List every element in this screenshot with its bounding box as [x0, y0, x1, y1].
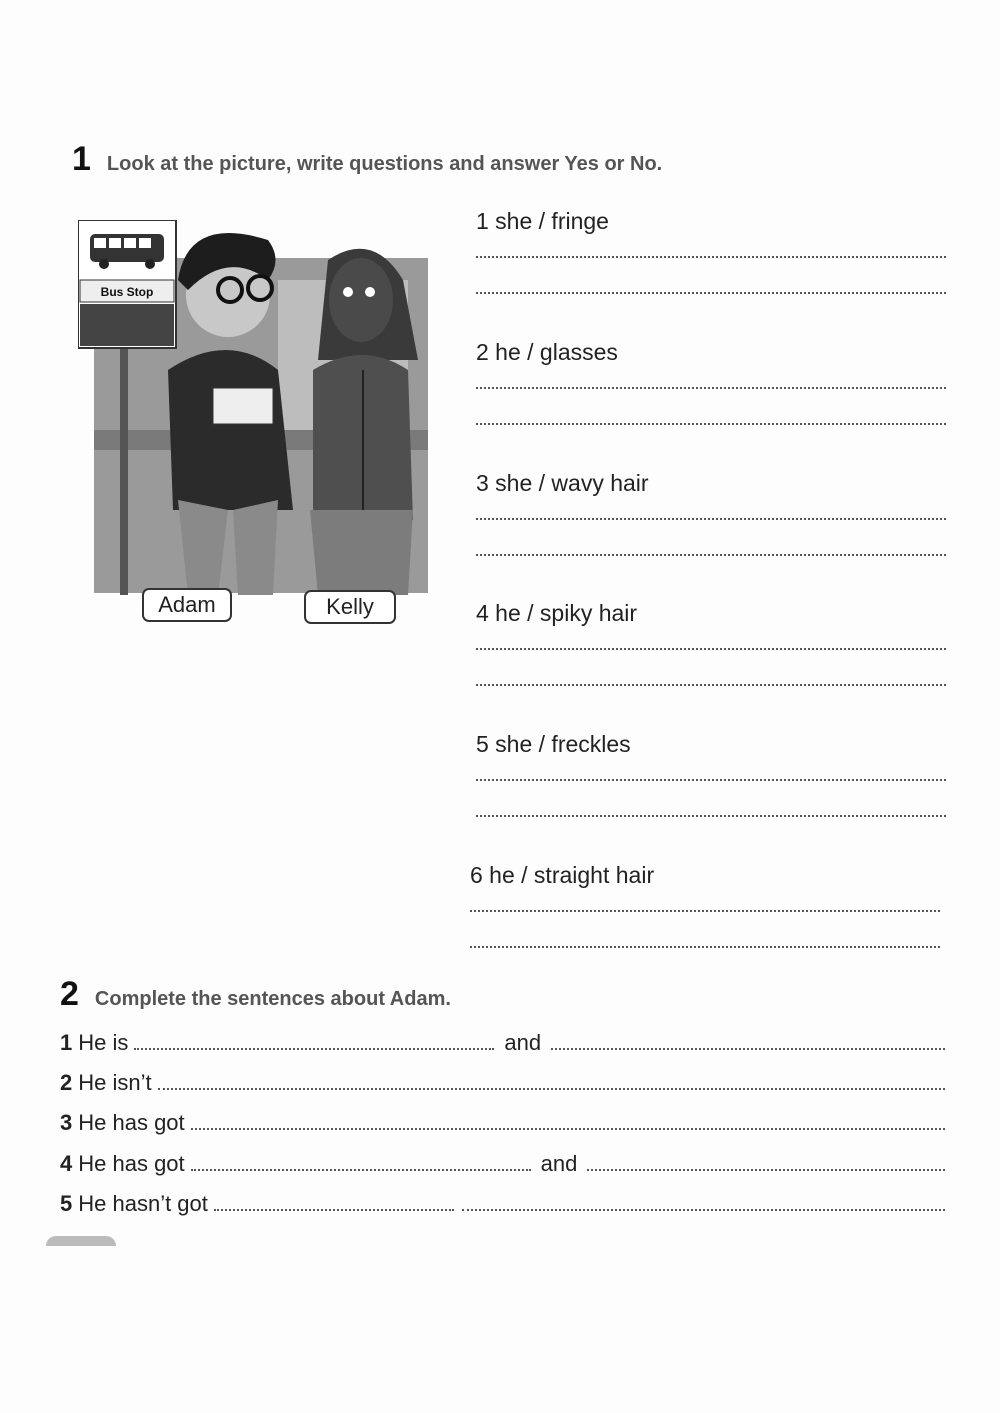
answer-line[interactable]: [476, 290, 946, 294]
question-5: [476, 729, 946, 817]
sentence-number: 3: [60, 1110, 73, 1135]
question-3: [476, 468, 946, 556]
name-tag-kelly: Kelly: [304, 590, 396, 624]
sentence-text: He has got: [78, 1151, 185, 1176]
sentence-text: He is: [78, 1030, 129, 1055]
sentence-4: [60, 1147, 945, 1177]
question-2: [476, 337, 946, 425]
exercise-2-heading: [60, 975, 451, 1014]
answer-line[interactable]: [470, 944, 940, 948]
blank-line[interactable]: [551, 1048, 945, 1050]
exercise-1-number: 1: [72, 140, 91, 178]
page-corner-mark: [46, 1236, 116, 1246]
sentence-3: [60, 1106, 945, 1136]
blank-line[interactable]: [158, 1088, 945, 1090]
exercise-2-number: 2: [60, 975, 79, 1013]
question-label: 5 she / freckles: [476, 731, 631, 757]
answer-line[interactable]: [476, 682, 946, 686]
question-label: 1 she / fringe: [476, 208, 609, 234]
question-label: 6 he / straight hair: [470, 862, 655, 888]
question-1: [476, 206, 946, 294]
blank-line[interactable]: [191, 1169, 531, 1171]
exercise-2-instruction: Complete the sentences about Adam.: [94, 988, 451, 1010]
sentence-number: 2: [60, 1070, 73, 1095]
answer-line[interactable]: [476, 813, 946, 817]
answer-line[interactable]: [476, 777, 946, 781]
blank-line[interactable]: [462, 1209, 945, 1211]
sentence-text: He has got: [78, 1110, 185, 1135]
bus-stop-scene: [78, 220, 428, 630]
answer-line[interactable]: [476, 421, 946, 425]
blank-line[interactable]: [214, 1209, 454, 1211]
sentence-joiner: and: [540, 1151, 578, 1176]
sentence-joiner: and: [504, 1030, 542, 1055]
bus-stop-sign-text: Bus Stop: [100, 285, 154, 299]
sentence-1: [60, 1026, 945, 1056]
question-label: 4 he / spiky hair: [476, 600, 638, 626]
name-tag-adam: Adam: [142, 588, 232, 622]
question-label: 3 she / wavy hair: [476, 470, 649, 496]
sentence-2: [60, 1066, 945, 1096]
blank-line[interactable]: [587, 1169, 945, 1171]
exercise-1-instruction: Look at the picture, write questions and answer Yes or No.: [106, 153, 663, 175]
exercise-1-heading: [72, 140, 662, 179]
illustration-bus-stop: [78, 220, 428, 630]
question-label: 2 he / glasses: [476, 339, 618, 365]
sentence-text: He hasn’t got: [78, 1191, 208, 1216]
answer-line[interactable]: [476, 516, 946, 520]
answer-line[interactable]: [476, 254, 946, 258]
answer-line[interactable]: [470, 908, 940, 912]
blank-line[interactable]: [134, 1048, 494, 1050]
sentence-number: 1: [60, 1030, 73, 1055]
answer-line[interactable]: [476, 385, 946, 389]
answer-line[interactable]: [476, 552, 946, 556]
answer-line[interactable]: [476, 646, 946, 650]
blank-line[interactable]: [191, 1128, 945, 1130]
sentence-5: [60, 1187, 945, 1217]
question-6: [470, 860, 940, 948]
question-4: [476, 598, 946, 686]
sentence-number: 5: [60, 1191, 73, 1216]
sentence-text: He isn’t: [78, 1070, 152, 1095]
sentence-number: 4: [60, 1151, 73, 1176]
